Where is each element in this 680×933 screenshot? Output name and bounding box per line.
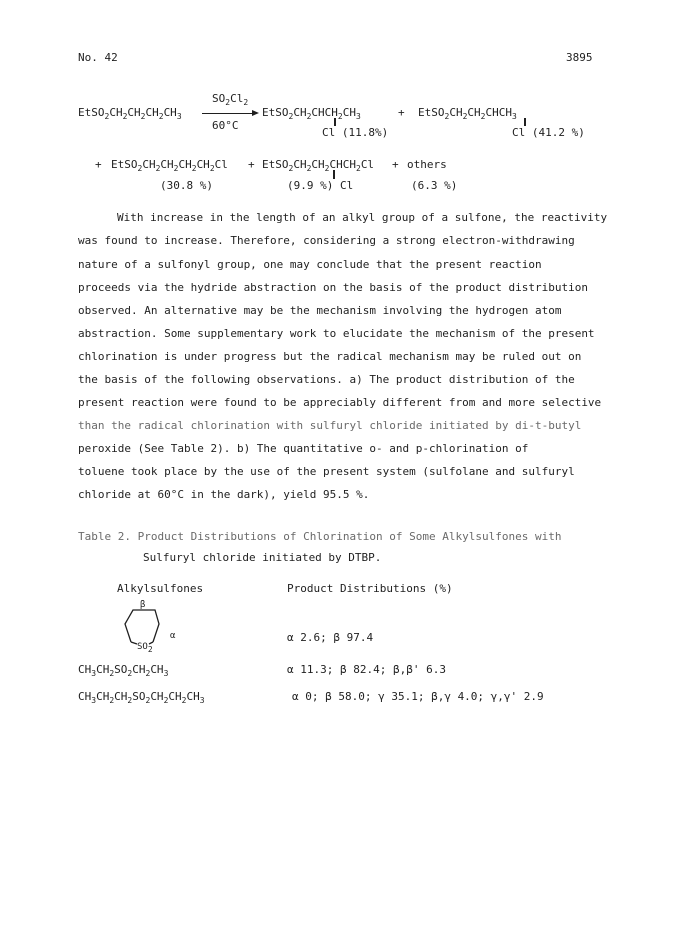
table-caption: Table 2. Product Distributions of Chlorination of Some Alkylsulfones with [78, 530, 562, 543]
row-2-distribution: α 11.3; β 82.4; β,β' 6.3 [287, 663, 446, 676]
page-number: 3895 [566, 51, 593, 64]
ring-bonds [125, 610, 159, 642]
table-caption-continued: Sulfuryl chloride initiated by DTBP. [143, 551, 382, 564]
others-yield: (6.3 %) [411, 179, 458, 192]
paragraph-line: abstraction. Some supplementary work to elucidate the mechanism of the present [78, 327, 595, 340]
reaction-conditions: 60°C [212, 119, 239, 132]
bond-line [334, 118, 336, 126]
paragraph-line: With increase in the length of an alkyl group of a sulfone, the reactivity [117, 211, 608, 224]
product-2-substituent: Cl (41.2 %) [512, 126, 585, 139]
others-label: others [407, 158, 447, 171]
ring-alpha-label: α [170, 631, 176, 641]
plus-sign: + [248, 158, 255, 171]
product-3-formula: $EtSO_2CH_2CH_2CH_2CH_2Cl$ [111, 158, 228, 173]
product-2-formula: $EtSO_2CH_2CH_2CHCH_3$ [418, 106, 517, 121]
paragraph-line: was found to increase. Therefore, considering a strong electron-withdrawing [78, 234, 575, 247]
paragraph-line: than the radical chlorination with sulfuryl chloride initiated by di-t-butyl [78, 419, 582, 432]
row-2-compound: $CH_3CH_2SO_2CH_2CH_3$ [78, 663, 169, 678]
reactant-formula: $EtSO_2CH_2CH_2CH_2CH_3$ [78, 106, 182, 121]
paragraph-line: proceeds via the hydride abstraction on the basis of the product distribution [78, 281, 588, 294]
plus-sign: + [392, 158, 399, 171]
plus-sign: + [95, 158, 102, 171]
reaction-arrow [202, 113, 254, 114]
ring-beta-label: β [140, 600, 146, 610]
column-header-distributions: Product Distributions (%) [287, 582, 453, 595]
paragraph-line: peroxide (See Table 2). b) The quantitative o- and p-chlorination of [78, 442, 529, 455]
product-4-substituent: (9.9 %) Cl [287, 179, 354, 192]
product-3-yield: (30.8 %) [160, 179, 213, 192]
paragraph-line: present reaction were found to be appreciably different from and more selective [78, 396, 602, 409]
paragraph-line: nature of a sulfonyl group, one may conclude that the present reaction [78, 258, 542, 271]
plus-sign: + [398, 106, 405, 119]
paragraph-line: the basis of the following observations. a) The product distribution of the [78, 373, 575, 386]
product-1-formula: $EtSO_2CH_2CHCH_2CH_3$ [262, 106, 361, 121]
column-header-alkylsulfones: Alkylsulfones [117, 582, 204, 595]
product-1-substituent: Cl (11.8%) [322, 126, 389, 139]
product-4-formula: $EtSO_2CH_2CH_2CHCH_2Cl$ [262, 158, 375, 173]
bond-line [524, 118, 526, 126]
ring-so2-label: $SO_2$ [137, 642, 153, 654]
paragraph-line: chlorination is under progress but the radical mechanism may be ruled out on [78, 350, 582, 363]
row-3-compound: $CH_3CH_2CH_2SO_2CH_2CH_2CH_3$ [78, 690, 205, 705]
row-1-distribution: α 2.6; β 97.4 [287, 631, 374, 644]
paragraph-line: observed. An alternative may be the mechanism involving the hydrogen atom [78, 304, 562, 317]
reagent-formula: $SO_2Cl_2$ [212, 92, 249, 107]
row-3-distribution: α 0; β 58.0; γ 35.1; β,γ 4.0; γ,γ' 2.9 [292, 690, 544, 703]
journal-number: No. 42 [78, 51, 118, 64]
arrowhead [252, 110, 259, 116]
bond-line [333, 170, 335, 179]
paragraph-line: toluene took place by the use of the present system (sulfolane and sulfuryl [78, 465, 575, 478]
paragraph-line: chloride at 60°C in the dark), yield 95.5 %. [78, 488, 370, 501]
